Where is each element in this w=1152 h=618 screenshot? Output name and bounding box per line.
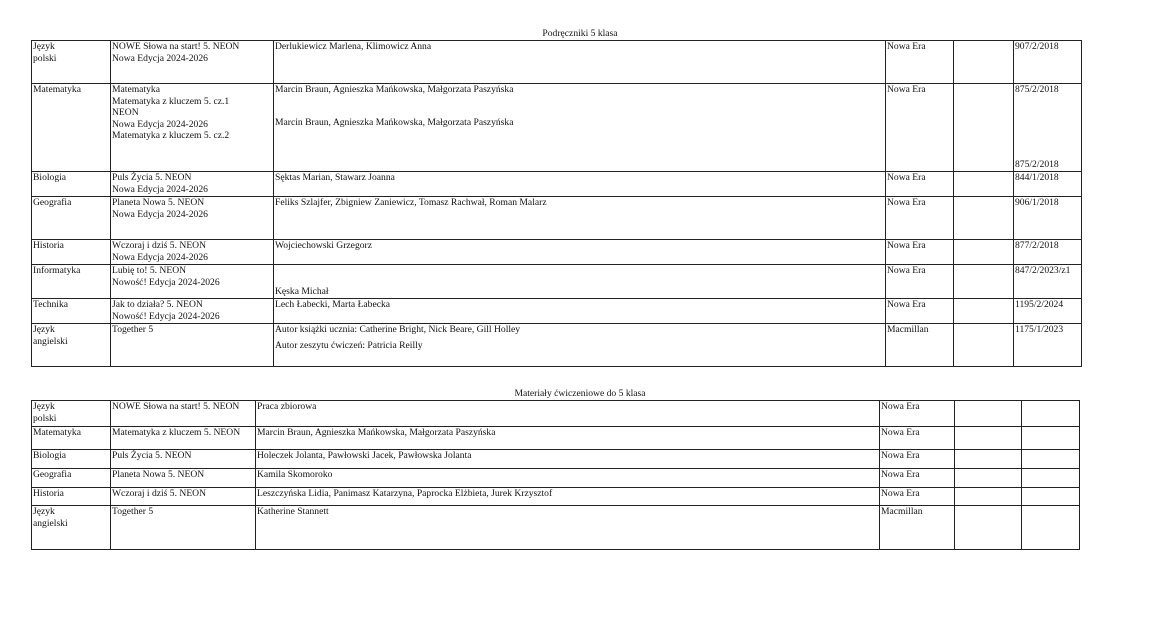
- authors-cell: Derlukiewicz Marlena, Klimowicz Anna: [274, 41, 886, 84]
- title-cell: NOWE Słowa na start! 5. NEON Nowa Edycja 2024-2026: [111, 41, 274, 84]
- workbook-row: [32, 427, 1080, 450]
- empty-cell: [955, 506, 1022, 550]
- publisher-cell: Nowa Era: [886, 197, 954, 240]
- empty-cell: [1022, 506, 1080, 550]
- publisher-cell: Macmillan: [886, 324, 954, 367]
- authors-cell: Marcin Braun, Agnieszka Mańkowska, Małgorzata Paszyńska: [256, 427, 880, 450]
- authors-cell: Leszczyńska Lidia, Panimasz Katarzyna, Paprocka Elżbieta, Jurek Krzysztof: [256, 488, 880, 506]
- empty-cell: [954, 172, 1014, 197]
- empty-cell: [955, 469, 1022, 488]
- title-cell: Puls Życia 5. NEON: [111, 450, 256, 469]
- authors-cell: Marcin Braun, Agnieszka Mańkowska, Małgorzata Paszyńska Marcin Braun, Agnieszka Mańkowska, Małgorzata Paszyńska: [274, 84, 886, 172]
- workbooks-title: Materiały ćwiczeniowe do 5 klasa: [514, 388, 646, 399]
- empty-cell: [1022, 450, 1080, 469]
- approval-number-cell: 844/1/2018: [1014, 172, 1082, 197]
- empty-cell: [954, 41, 1014, 84]
- approval-number-cell: 875/2/2018 875/2/2018: [1014, 84, 1082, 172]
- publisher-cell: Nowa Era: [886, 240, 954, 265]
- title-cell: Together 5: [111, 506, 256, 550]
- textbook-row: [32, 172, 1082, 197]
- empty-cell: [955, 488, 1022, 506]
- subject-cell: Biologia: [32, 172, 111, 197]
- title-cell: NOWE Słowa na start! 5. NEON: [111, 401, 256, 427]
- publisher-cell: Nowa Era: [886, 265, 954, 299]
- publisher-cell: Macmillan: [880, 506, 955, 550]
- empty-cell: [955, 450, 1022, 469]
- title-cell: Together 5: [111, 324, 274, 367]
- authors-cell: Lech Łabecki, Marta Łabecka: [274, 299, 886, 324]
- authors-cell: Kęska Michał: [274, 265, 886, 299]
- publisher-cell: Nowa Era: [880, 469, 955, 488]
- authors-cell: Kamila Skomoroko: [256, 469, 880, 488]
- subject-cell: Język angielski: [32, 506, 111, 550]
- textbook-row: [32, 324, 1082, 367]
- textbooks-title: Podręczniki 5 klasa: [542, 28, 618, 39]
- subject-cell: Technika: [32, 299, 111, 324]
- publisher-cell: Nowa Era: [886, 299, 954, 324]
- subject-cell: Język polski: [32, 41, 111, 84]
- authors-cell: Katherine Stannett: [256, 506, 880, 550]
- authors-cell: Wojciechowski Grzegorz: [274, 240, 886, 265]
- textbooks-table: [31, 40, 1082, 367]
- approval-number-cell: 847/2/2023/z1: [1014, 265, 1082, 299]
- empty-cell: [1022, 469, 1080, 488]
- subject-cell: Język polski: [32, 401, 111, 427]
- empty-cell: [954, 265, 1014, 299]
- publisher-cell: Nowa Era: [880, 427, 955, 450]
- authors-cell: Feliks Szlajfer, Zbigniew Zaniewicz, Tomasz Rachwał, Roman Malarz: [274, 197, 886, 240]
- subject-cell: Geografia: [32, 469, 111, 488]
- subject-cell: Informatyka: [32, 265, 111, 299]
- empty-cell: [954, 240, 1014, 265]
- subject-cell: Język angielski: [32, 324, 111, 367]
- approval-number-cell: 907/2/2018: [1014, 41, 1082, 84]
- title-cell: Matematyka Matematyka z kluczem 5. cz.1 NEON Nowa Edycja 2024-2026 Matematyka z kluczem 5. cz.2: [111, 84, 274, 172]
- subject-cell: Historia: [32, 488, 111, 506]
- authors-cell: Sęktas Marian, Stawarz Joanna: [274, 172, 886, 197]
- empty-cell: [954, 84, 1014, 172]
- empty-cell: [1022, 401, 1080, 427]
- workbooks-table: [31, 400, 1080, 550]
- workbook-row: [32, 506, 1080, 550]
- approval-number-cell: 877/2/2018: [1014, 240, 1082, 265]
- textbook-row: [32, 240, 1082, 265]
- approval-number-cell: 906/1/2018: [1014, 197, 1082, 240]
- title-cell: Wczoraj i dziś 5. NEON Nowa Edycja 2024-2026: [111, 240, 274, 265]
- title-cell: Puls Życia 5. NEON Nowa Edycja 2024-2026: [111, 172, 274, 197]
- publisher-cell: Nowa Era: [880, 488, 955, 506]
- subject-cell: Geografia: [32, 197, 111, 240]
- empty-cell: [955, 427, 1022, 450]
- title-cell: Planeta Nowa 5. NEON Nowa Edycja 2024-2026: [111, 197, 274, 240]
- subject-cell: Matematyka: [32, 427, 111, 450]
- textbook-row: [32, 84, 1082, 172]
- empty-cell: [955, 401, 1022, 427]
- title-cell: Planeta Nowa 5. NEON: [111, 469, 256, 488]
- subject-cell: Historia: [32, 240, 111, 265]
- publisher-cell: Nowa Era: [880, 401, 955, 427]
- workbook-row: [32, 450, 1080, 469]
- subject-cell: Biologia: [32, 450, 111, 469]
- empty-cell: [954, 197, 1014, 240]
- empty-cell: [954, 299, 1014, 324]
- empty-cell: [954, 324, 1014, 367]
- approval-number-cell: 1175/1/2023: [1014, 324, 1082, 367]
- workbook-row: [32, 469, 1080, 488]
- title-cell: Jak to działa? 5. NEON Nowość! Edycja 2024-2026: [111, 299, 274, 324]
- empty-cell: [1022, 427, 1080, 450]
- publisher-cell: Nowa Era: [886, 172, 954, 197]
- workbook-row: [32, 488, 1080, 506]
- title-cell: Lubię to! 5. NEON Nowość! Edycja 2024-2026: [111, 265, 274, 299]
- approval-number-cell: 1195/2/2024: [1014, 299, 1082, 324]
- title-cell: Wczoraj i dziś 5. NEON: [111, 488, 256, 506]
- subject-cell: Matematyka: [32, 84, 111, 172]
- authors-cell: Praca zbiorowa: [256, 401, 880, 427]
- publisher-cell: Nowa Era: [886, 84, 954, 172]
- workbook-row: [32, 401, 1080, 427]
- textbook-row: [32, 299, 1082, 324]
- textbook-row: [32, 197, 1082, 240]
- publisher-cell: Nowa Era: [880, 450, 955, 469]
- authors-cell: Autor książki ucznia: Catherine Bright, Nick Beare, Gill Holley Autor zeszytu ćwiczeń: Patricia Reilly: [274, 324, 886, 367]
- textbook-row: [32, 265, 1082, 299]
- title-cell: Matematyka z kluczem 5. NEON: [111, 427, 256, 450]
- textbook-row: [32, 41, 1082, 84]
- empty-cell: [1022, 488, 1080, 506]
- authors-cell: Holeczek Jolanta, Pawłowski Jacek, Pawłowska Jolanta: [256, 450, 880, 469]
- publisher-cell: Nowa Era: [886, 41, 954, 84]
